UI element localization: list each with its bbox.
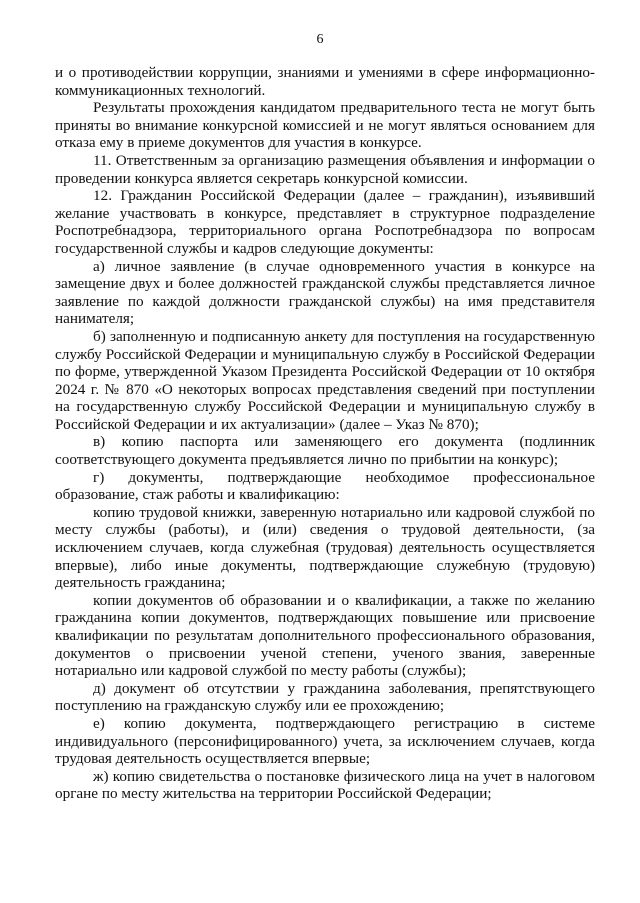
list-item-b: б) заполненную и подписанную анкету для поступления на государственную службу Российской Федерации и муниципальную службу в Российской Федерации по форме, утвержденной Указом Президента Российской Федерации от 10 октября 2024 г. № 870 «О некоторых вопросах представления сведений при поступлении на государственную службу Российской Федерации и муниципальную службу в Российской Федерации и их актуализации» (далее – Указ № 870); bbox=[55, 327, 595, 433]
paragraph-11: 11. Ответственным за организацию размещения объявления и информации о проведении конкурса является секретарь конкурсной комиссии. bbox=[55, 151, 595, 187]
list-item-v: в) копию паспорта или заменяющего его документа (подлинник соответствующего документа предъявляется лично по прибытии на конкурс); bbox=[55, 433, 595, 469]
list-item-e: е) копию документа, подтверждающего регистрацию в системе индивидуального (персонифицированного) учета, за исключением случаев, когда трудовая деятельность осуществляется впервые; bbox=[55, 714, 595, 768]
paragraph-continuation: и о противодействии коррупции, знаниями и умениями в сфере информационно-коммуникационных технологий. bbox=[55, 64, 595, 99]
list-item-zh: ж) копию свидетельства о постановке физического лица на учет в налоговом органе по месту жительства на территории Российской Федерации; bbox=[55, 767, 595, 803]
paragraph-12: 12. Гражданин Российской Федерации (далее – гражданин), изъявивший желание участвовать в конкурсе, представляет в структурное подразделение Роспотребнадзора, территориального органа Роспотребнадзора по вопросам государственной службы и кадров следующие документы: bbox=[55, 187, 595, 257]
list-item-d: д) документ об отсутствии у гражданина заболевания, препятствующего поступлению на гражданскую службу или ее прохождению; bbox=[55, 679, 595, 715]
paragraph-test-results: Результаты прохождения кандидатом предварительного теста не могут быть приняты во внимание конкурсной комиссией и не могут являться основанием для отказа ему в приеме документов для участия в конкурсе. bbox=[55, 99, 595, 152]
document-body bbox=[55, 64, 595, 803]
page-number: 6 bbox=[316, 32, 324, 47]
list-subitem-education: копии документов об образовании и о квалификации, а также по желанию гражданина копии документов, подтверждающих повышение или присвоение квалификации по результатам дополнительного профессионального образования, документов о присвоении ученой степени, ученого звания, заверенные нотариально или кадровой службой по месту работы (службы); bbox=[55, 591, 595, 680]
list-item-a: а) личное заявление (в случае одновременного участия в конкурсе на замещение двух и более должностей гражданской службы представляется личное заявление по каждой должности гражданской службы) на имя представителя нанимателя; bbox=[55, 257, 595, 328]
list-subitem-work-record: копию трудовой книжки, заверенную нотариально или кадровой службой по месту службы (работы), и (или) сведения о трудовой деятельности, (за исключением случаев, когда служебная (трудовая) деятельность осуществляется впервые), либо иные документы, подтверждающие служебную (трудовую) деятельность гражданина; bbox=[55, 503, 595, 592]
list-item-g: г) документы, подтверждающие необходимое профессиональное образование, стаж работы и квалификацию: bbox=[55, 468, 595, 504]
